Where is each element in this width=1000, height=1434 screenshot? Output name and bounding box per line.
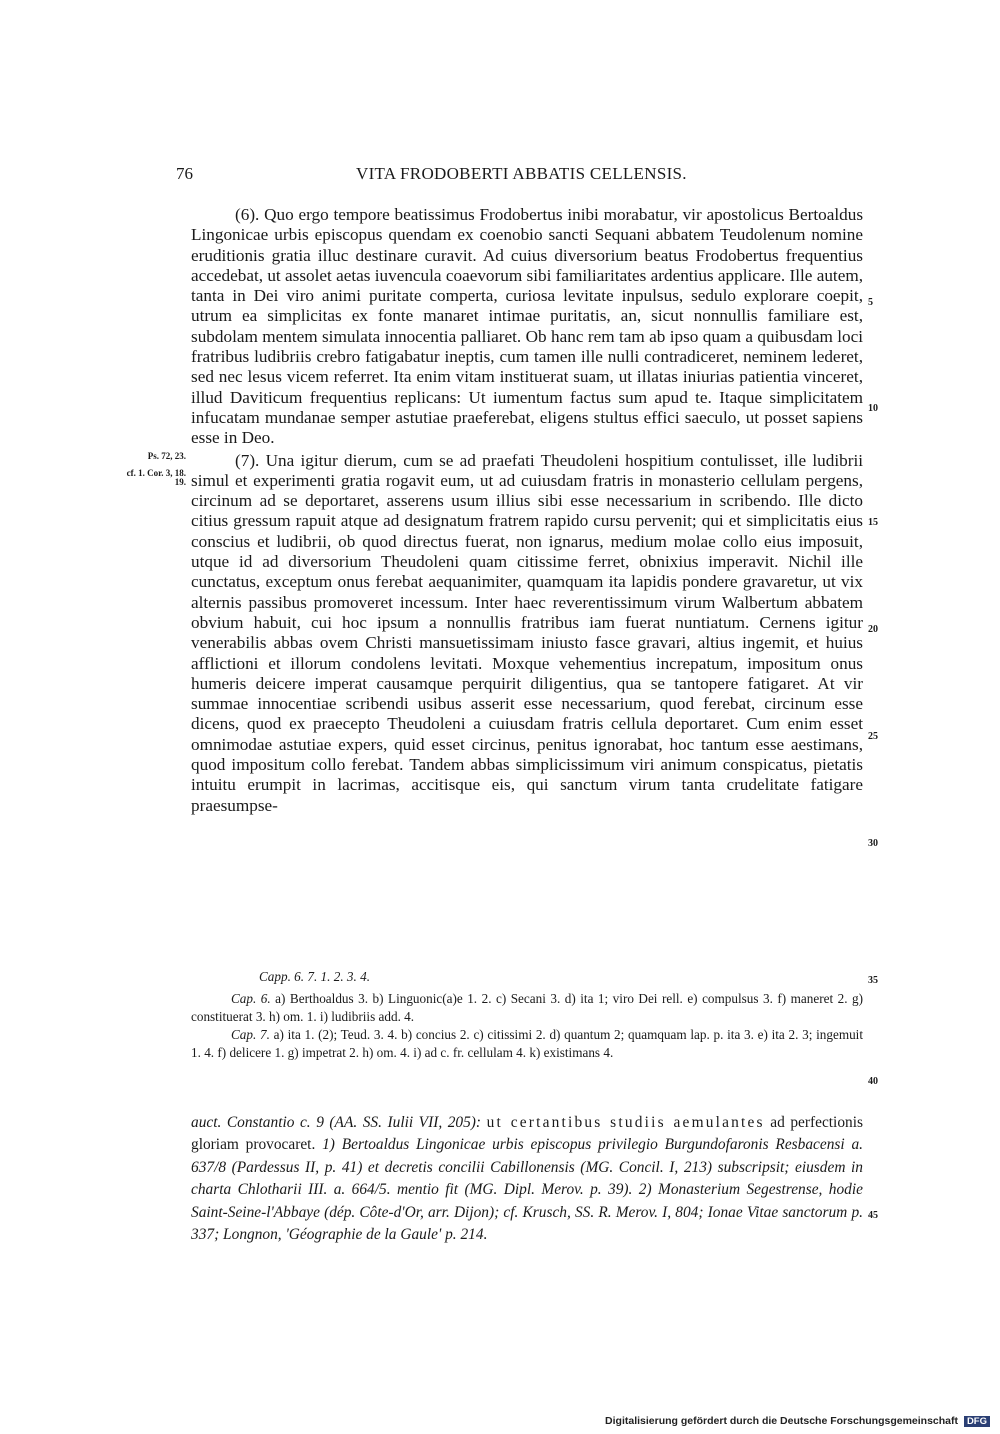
line-number: 10 xyxy=(868,403,878,414)
chapter-6 xyxy=(191,205,863,449)
apparatus-cap7-label: Cap. 7. xyxy=(231,1027,270,1042)
digitization-footer xyxy=(605,1415,990,1427)
apparatus-cap7-text: a) ita 1. (2); Teud. 3. 4. b) concius 2. c) citissimi 2. d) quantum 2; quamquam lap. p. ita 3. e) ita 2. 3; ingemuit 1. 4. f) delicere 1. g) impetrat 2. h) om. 4. i) ad c. fr. cellulam 4. k) existimans 4. xyxy=(191,1027,864,1060)
line-number: 40 xyxy=(868,1076,878,1087)
commentary-part1: auct. Constantio c. 9 (AA. SS. Iulii VII, 205): xyxy=(191,1114,482,1131)
commentary-note1: 1) Bertoaldus Lingonicae urbis episcopus privilegio Burgundofaronis Resbacensi a. 637/8 (Pardessus II, p. 41) et decretis concilii Cabillonensis (MG. Concil. I, 213) subscripsit; eiusdem in charta Chlotharii III. a. 664/5. mentio fit (MG. Dipl. Merov. p. 39). xyxy=(191,1136,863,1199)
commentary-note2: 2) Monasterium Segestrense, hodie Saint-Seine-l'Abbaye (dép. Côte-d'Or, arr. Dijon); cf. Krusch, SS. R. Merov. I, 804; Ionae Vitae sanctorum p. 337; Longnon, 'Géographie de la Gaule' p. 214. xyxy=(191,1181,863,1244)
chapter-text: Una igitur dierum, cum se ad praefati Theudoleni hospitium contulisset, ille ludibrii simul et experimenti gratia rogavit eum, ut ad cuiusdam fratris in monasterio cellulam pergens, circinum ad se deportaret, asserens usum illius sibi esse necessarium in scribendo. Ille dicto citius gressum rapuit atque ad designatum fratrem rapido cursu pervenit; qui et simplicitatis eius conscius et ludibrii, ob quod directus fuerat, non ignarus, medium molae collo eius imposuit, utque id ad diversorium Theudoleni quam citissime ferret, obnixius imperavit. Nichil ille cunctatus, exceptum onus ferebat aequanimiter, quamquam ita lapidis pondere gravaretur, ut vix alternis passibus promoveret incessum. Inter haec reverentissimum virum Walbertum abbatem obvium habuit, cui hoc ipsum a nonnullis fratribus iam fuerat nuntiatum. Cernens igitur venerabilis abbas ovem Christi mansuetissimam iniusto fasce gravari, altius ingemit, et huius afflictioni et illorum condolens levitati. Moxque vehementius increpatum, impositum onus humeris deicere imperat causamque perquirit diligentius, qua se tantopere fatigaret. At vir summae innocentiae scribendi usibus asserit esse necessarium, quod ferebat, circinum esse dicens, quod ex praecepto Theudoleni a cuiusdam fratris cellula deportaret. Cum enim esset omnimodae astutiae expers, quid esset circinus, penitus ignorabat, hoc tantum esse aestimans, quod impositum collo ferebat. Tandem abbas simplicissimum viri animum conspicatus, pietatis intuitu erumpit in lacrimas, accitisque eis, qui sanctum virum tanta crudelitate fatigare praesumpse- xyxy=(191,450,864,815)
line-number: 35 xyxy=(868,975,878,986)
page-header xyxy=(0,164,1000,188)
line-number: 20 xyxy=(868,624,878,635)
line-number: 5 xyxy=(868,297,873,308)
chapter-7 xyxy=(191,451,863,816)
chapter-label: (6). xyxy=(235,205,260,224)
margin-ref-psalm: Ps. 72, 23. xyxy=(147,451,186,461)
apparatus-sources: Capp. 6. 7. 1. 2. 3. 4. xyxy=(259,969,370,984)
main-text xyxy=(191,205,863,816)
chapter-text: Quo ergo tempore beatissimus Frodobertus inibi morabatur, vir apostolicus Bertoaldus Lingonicae urbis episcopus quendam ex coenobio sancti Sequani abbatem Teudolenum nomine eruditionis gratia illuc destinare curavit. Ad cuius diversorium beatus Frodobertus frequentius accedebat, ut assolet aetas iuvencula coaevorum sibi familiaritates ardentius applicare. Ille autem, tanta in Dei viro animi puritate comperta, curiosa levitate inpulsus, sedulo explorare coepit, utrum ea simplicitas ex fonte manaret intimae puritatis, an, sicut nonnullis familiare est, subdolam mentem simulata innocentia palliaret. Ob hanc rem tam ab ipso quam a quibusdam loci fratribus ludibriis crebro fatigabatur ineptis, cum tamen ille nulli contradiceret, neminem lederet, sed nec lesus vicem referret. Ita enim vitam instituerat suam, ut illatas iniurias patientia vinceret, illud Daviticum frequentius replicans: Ut iumentum factus sum apud te. Itaque simplicitatem infucatam mundanae semper astutiae praeferebat, eligens stultus effici saeculo, ut posset sapiens esse in Deo. xyxy=(191,205,864,448)
line-number: 25 xyxy=(868,731,878,742)
commentary-part3: ad perfectionis gloriam provocaret. xyxy=(191,1114,863,1154)
chapter-label: (7). xyxy=(235,450,260,470)
critical-apparatus xyxy=(191,968,863,1062)
apparatus-cap6-text: a) Berthoaldus 3. b) Linguonic(a)e 1. 2. c) Secani 3. d) ita 1; viro Dei rell. e) compulsus 3. f) maneret 2. g) constituerat 3. h) om. 1. i) ludibriis add. 4. xyxy=(191,991,863,1024)
apparatus-cap6 xyxy=(191,990,863,1026)
page-number: 76 xyxy=(176,164,193,183)
apparatus-cap6-label: Cap. 6. xyxy=(231,991,271,1006)
commentary-part2: ut certantibus studiis aemulantes xyxy=(486,1114,765,1131)
dfg-logo: DFG xyxy=(964,1416,990,1427)
line-number: 15 xyxy=(868,517,878,528)
line-number: 30 xyxy=(868,838,878,849)
commentary-notes xyxy=(191,1112,863,1246)
apparatus-cap7 xyxy=(191,1026,863,1062)
margin-ref-corinthians: cf. 1. Cor. 3, 18. 19. xyxy=(126,468,186,487)
footer-text: Digitalisierung gefördert durch die Deutsche Forschungsgemeinschaft xyxy=(605,1415,959,1427)
line-number: 45 xyxy=(868,1210,878,1221)
running-title: VITA FRODOBERTI ABBATIS CELLENSIS. xyxy=(356,164,687,183)
